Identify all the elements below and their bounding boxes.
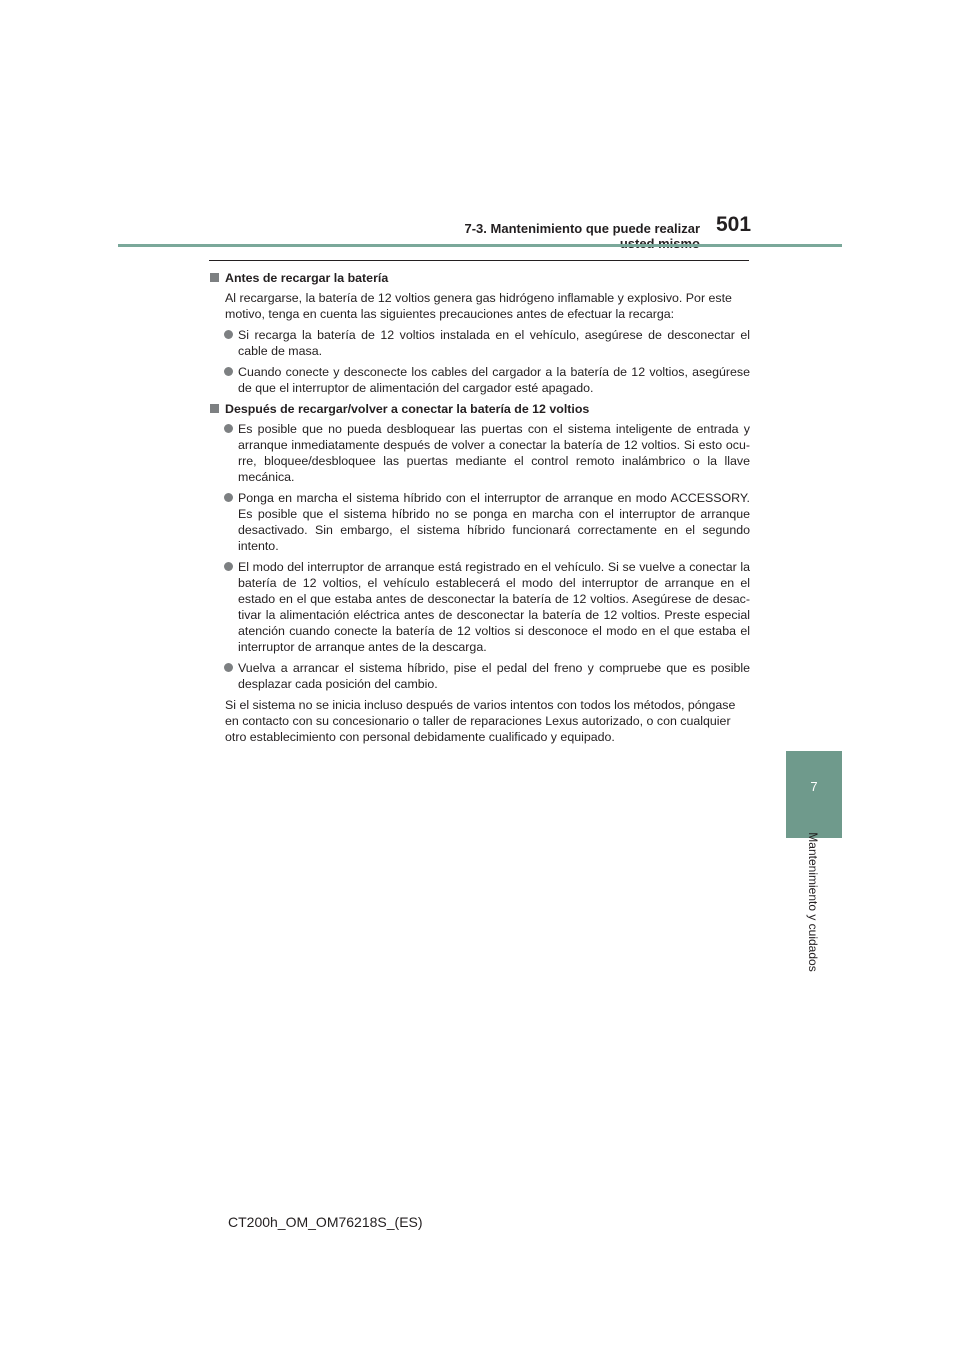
section-heading [210, 401, 750, 417]
chapter-title: Mantenimiento y cuidados [806, 832, 820, 972]
circle-bullet-icon [224, 663, 233, 672]
bullet-text: Vuelva a arrancar el sistema híbrido, pise el pedal del freno y compruebe que es posible desplazar cada posición del cambio. [238, 661, 750, 691]
circle-bullet-icon [224, 330, 233, 339]
bullet-text: Es posible que no pueda desbloquear las puertas con el sistema inteligente de entrada y arranque inmediatamente después de volver a conectar la batería de 12 voltios. Si esto ocu-rre, bloquee/desbloquee las puertas mediante el control remoto inalámbrico o la llave mecánica. [238, 422, 750, 484]
bullet-item [238, 559, 750, 655]
circle-bullet-icon [224, 562, 233, 571]
bullet-text: El modo del interruptor de arranque está registrado en el vehículo. Si se vuelve a conectar la batería de 12 voltios, el vehículo establecerá el modo del interruptor de arranque en el estado en el que estaba antes de desconectar la batería de 12 voltios. Asegúrese de desac-tivar la alimentación eléctrica antes de desconectar la batería de 12 voltios. Preste especial atención cuando conecte la batería de 12 voltios si desconoce el modo en el que estaba el interruptor de arranque antes de la descarga. [238, 560, 750, 654]
bullet-item [238, 364, 750, 396]
square-bullet-icon [210, 273, 219, 282]
section-heading-text: Antes de recargar la batería [225, 271, 389, 285]
document-code: CT200h_OM_OM76218S_(ES) [228, 1214, 423, 1230]
bullet-item [238, 421, 750, 485]
section-paragraph: Al recargarse, la batería de 12 voltios genera gas hidrógeno inflamable y explosivo. Por este motivo, tenga en cuenta las siguientes precauciones antes de efectuar la recarga: [225, 291, 732, 321]
bullet-text: Si recarga la batería de 12 voltios instalada en el vehículo, asegúrese de desconectar el cable de masa. [238, 328, 750, 358]
bullet-item [238, 660, 750, 692]
header-rule [118, 244, 842, 247]
bullet-text: Ponga en marcha el sistema híbrido con el interruptor de arranque en modo ACCESSORY. Es posible que el sistema híbrido no se ponga en marcha con el interruptor de arranque desactivado. Sin embargo, el sistema híbrido funcionará correctamente en el segundo intento. [238, 491, 750, 553]
page-number: 501 [716, 213, 752, 236]
circle-bullet-icon [224, 367, 233, 376]
page-content [210, 270, 750, 750]
circle-bullet-icon [224, 493, 233, 502]
chapter-tab [786, 751, 842, 838]
content-top-rule [209, 260, 749, 261]
bullet-item [238, 490, 750, 554]
square-bullet-icon [210, 404, 219, 413]
section-heading-text: Después de recargar/volver a conectar la batería de 12 voltios [225, 402, 590, 416]
closing-paragraph: Si el sistema no se inicia incluso después de varios intentos con todos los métodos, póngase en contacto con su concesionario o taller de reparaciones Lexus autorizado, o con cualquier otro establecimiento con personal debidamente cualificado y equipado. [225, 698, 736, 744]
bullet-text: Cuando conecte y desconecte los cables del cargador a la batería de 12 voltios, asegúrese de que el interruptor de alimentación del cargador esté apagado. [238, 365, 750, 395]
section-heading [210, 270, 750, 286]
bullet-item [238, 327, 750, 359]
section-title: 7-3. Mantenimiento que puede realizar [464, 221, 700, 236]
chapter-number: 7 [810, 779, 818, 794]
circle-bullet-icon [224, 424, 233, 433]
